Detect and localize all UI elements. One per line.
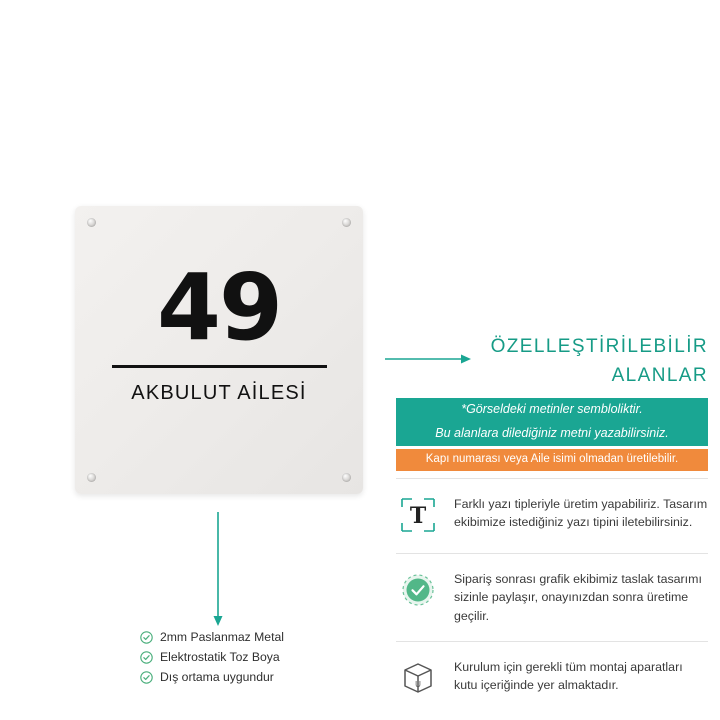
arrow-down-icon (212, 512, 224, 626)
screw-bottom-right-icon (342, 473, 351, 482)
plate-door-number: 49 (156, 254, 282, 361)
check-badge-icon (396, 568, 440, 612)
spec-row-material (140, 628, 370, 647)
notice-band-optional-text: Kapı numarası veya Aile isimi olmadan üretilebilir. (396, 449, 708, 472)
check-circle-icon (140, 671, 153, 684)
notice-band-symbolic-text-2: Bu alanlara dilediğiniz metni yazabilirsiniz. (396, 422, 708, 446)
feature-row-mounting-text: Kurulum için gerekli tüm montaj aparatları kutu içeriğinde yer almaktadır. (454, 660, 683, 693)
arrow-right-icon (385, 352, 471, 364)
spec-row-material-text: 2mm Paslanmaz Metal (160, 630, 284, 644)
feature-row-mounting (396, 641, 708, 716)
spec-row-outdoor-text: Dış ortama uygundur (160, 669, 274, 684)
feature-row-font-text: Farklı yazı tipleriyle üretim yapabiliriz. Tasarım ekibimize istediğiniz yazı tipini iletebilirsiniz. (454, 497, 708, 530)
plate-divider (112, 365, 327, 368)
spec-row-coating (140, 648, 370, 667)
plate-content (75, 254, 363, 405)
check-circle-icon (140, 651, 153, 664)
notice-band-stack (396, 398, 708, 471)
spec-list (140, 628, 370, 687)
feature-row-approval (396, 553, 708, 641)
svg-text:U: U (415, 680, 421, 690)
screw-top-left-icon (87, 218, 96, 227)
feature-list (396, 478, 708, 716)
feature-row-approval-text: Sipariş sonrası grafik ekibimiz taslak tasarımı sizinle paylaşır, onayınızdan sonra üretime geçilir. (454, 572, 702, 623)
customizable-areas-heading (470, 332, 708, 391)
product-plate (75, 206, 363, 494)
customizable-areas-heading-line2: ALANLAR (611, 365, 708, 387)
screw-bottom-left-icon (87, 473, 96, 482)
customizable-areas-heading-line1: ÖZELLEŞTİRİLEBİLİR (490, 336, 708, 357)
check-circle-icon (140, 631, 153, 644)
feature-row-font (396, 478, 708, 553)
plate-family-name: AKBULUT AİLESİ (131, 382, 307, 405)
spec-row-outdoor (140, 668, 370, 687)
spec-row-coating-text: Elektrostatik Toz Boya (160, 649, 280, 664)
typography-t-icon (396, 493, 440, 537)
screw-top-right-icon (342, 218, 351, 227)
package-box-icon (396, 656, 440, 700)
notice-band-symbolic-text-1: *Görseldeki metinler sembloliktir. (396, 398, 708, 422)
svg-text:T: T (409, 503, 427, 529)
